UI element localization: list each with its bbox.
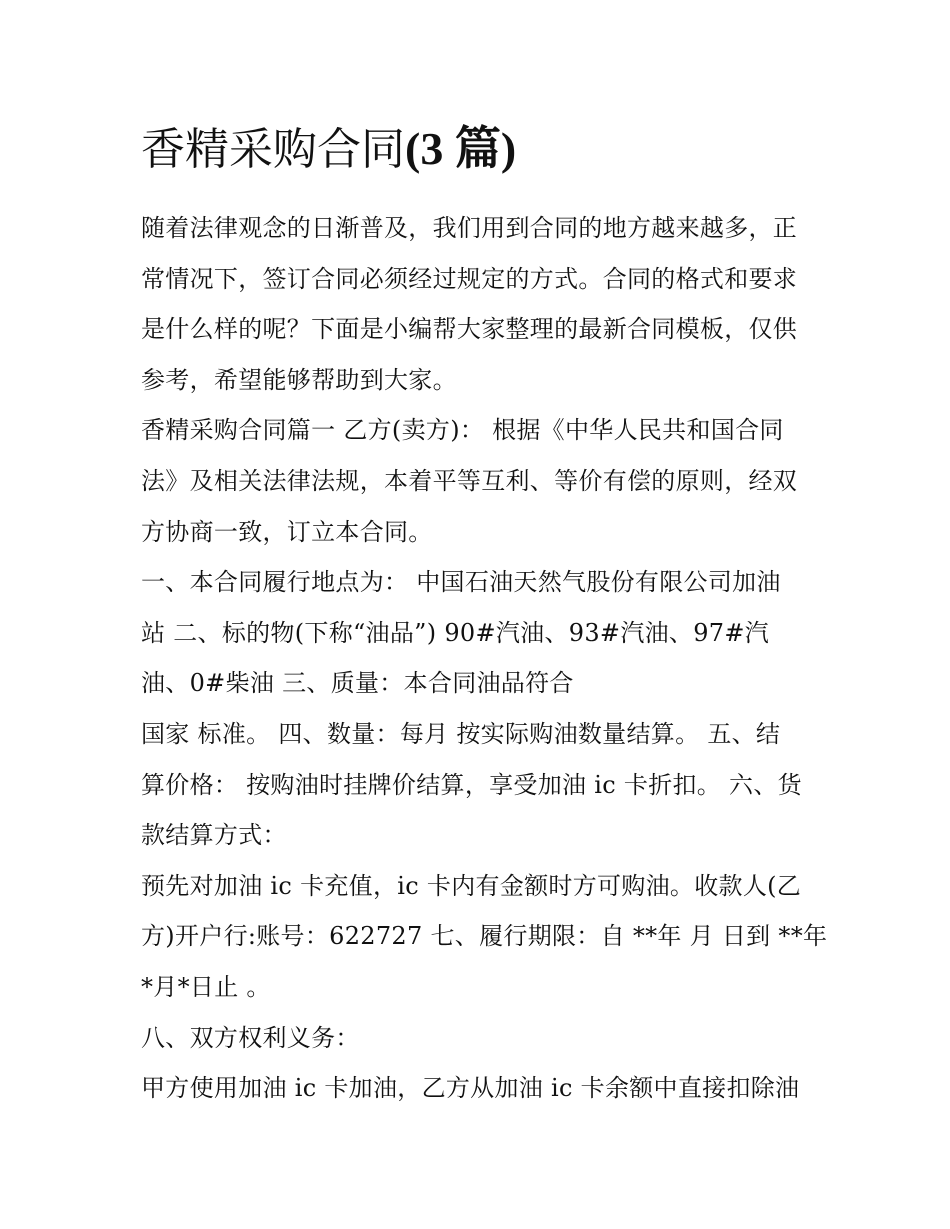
body-line-18: 甲方使用加油 ic 卡加油，乙方从加油 ic 卡余额中直接扣除油: [141, 1074, 800, 1103]
body-line-13: 款结算方式：: [141, 821, 287, 850]
body-line-1: 随着法律观念的日渐普及，我们用到合同的地方越来越多，正: [141, 214, 798, 242]
body-line-3: 是什么样的呢？下面是小编帮大家整理的最新合同模板，仅供: [141, 315, 798, 344]
body-line-12: 算价格： 按购油时挂牌价结算，享受加油 ic 卡折扣。 六、货: [141, 770, 802, 799]
body-line-5: 香精采购合同篇一 乙方(卖方)： 根据《中华人民共和国合同: [141, 416, 784, 445]
title-text: 香精采购合同: [141, 124, 405, 175]
body-line-4: 参考，希望能够帮助到大家。: [141, 365, 457, 394]
body-line-11: 国家 标准。 四、数量：每月 按实际购油数量结算。 五、结: [141, 719, 781, 748]
body-line-17: 八、双方权利义务：: [141, 1023, 360, 1052]
body-line-7: 方协商一致，订立本合同。: [141, 517, 433, 546]
body-line-16: *月*日止 。: [141, 972, 271, 1001]
document-body: [141, 118, 828, 1114]
body-line-14: 预先对加油 ic 卡充值，ic 卡内有金额时方可购油。收款人(乙: [141, 871, 802, 900]
body-line-6: 法》及相关法律法规，本着平等互利、等价有偿的原则，经双: [141, 466, 798, 495]
title-count: (3 篇): [405, 123, 517, 174]
body-line-15: 方)开户行:账号：622727 七、履行期限：自 **年 月 日到 **年: [141, 922, 828, 951]
body-line-2: 常情况下，签订合同必须经过规定的方式。合同的格式和要求: [141, 264, 798, 293]
body-line-9: 站 二、标的物(下称“油品”) 90#汽油、93#汽油、97#汽: [141, 618, 770, 647]
document-title: [141, 118, 821, 181]
body-line-8: 一、本合同履行地点为： 中国石油天然气股份有限公司加油: [141, 568, 781, 597]
body-line-10: 油、0#柴油 三、质量：本合同油品符合: [141, 669, 574, 698]
